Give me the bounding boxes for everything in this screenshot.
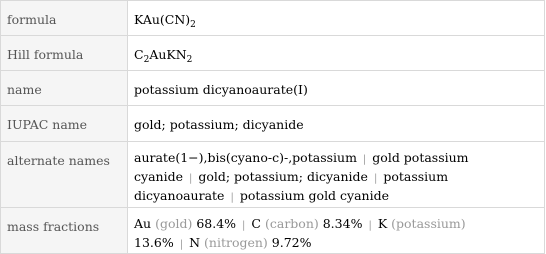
row-label-cell	[1, 106, 128, 142]
alternate-names-value: aurate(1−),bis(cyano-c)-,potassium | gold potassium cyanide | gold; potassium; dicyanide | potassium dicyanoaurate | potassium gold cyanide	[134, 150, 469, 203]
row-label-cell	[1, 208, 128, 254]
separator: |	[188, 173, 193, 184]
separator: |	[179, 239, 184, 250]
mass-percent: 68.4%	[196, 216, 237, 231]
hill-formula-subscript: 2	[143, 55, 150, 65]
alternate-name: potassium gold cyanide	[239, 188, 389, 203]
mass-percent: 13.6%	[134, 235, 174, 250]
element-name: (nitrogen)	[204, 235, 268, 250]
element-symbol: Au	[134, 216, 152, 231]
row-label-cell	[1, 142, 128, 208]
formula-value	[128, 1, 544, 28]
table-row-iupac-name	[1, 106, 545, 142]
alternate-name: aurate(1−),bis(cyano-c)-,potassium	[134, 150, 357, 165]
separator: |	[362, 154, 367, 165]
element-symbol: C	[251, 216, 261, 231]
iupac-name-value: gold; potassium; dicyanide	[134, 117, 304, 132]
separator: |	[230, 192, 234, 203]
formula-main: KAu(CN)	[134, 12, 191, 27]
element-name: (potassium)	[391, 216, 466, 231]
separator: |	[368, 220, 372, 231]
hill-formula-value	[128, 36, 544, 63]
name-value: potassium dicyanoaurate(I)	[134, 82, 308, 97]
row-value-cell	[128, 142, 545, 208]
mass-percent: 8.34%	[322, 216, 363, 231]
row-label-cell	[1, 1, 128, 36]
row-label: formula	[7, 12, 57, 27]
formula-subscript: 2	[190, 20, 196, 30]
table-row-mass-fractions	[1, 208, 545, 254]
hill-formula-subscript: 2	[186, 55, 193, 65]
element-symbol: K	[377, 216, 388, 231]
row-label-cell	[1, 36, 128, 71]
mass-percent: 9.72%	[271, 235, 312, 250]
row-value-cell	[128, 208, 545, 254]
row-value-cell	[128, 71, 545, 106]
hill-formula-part: AuKN	[149, 47, 187, 62]
row-value-cell	[128, 106, 545, 142]
table-row-formula	[1, 1, 545, 36]
row-label: Hill formula	[7, 47, 84, 62]
row-label: name	[7, 82, 42, 97]
element-name: (carbon)	[264, 216, 319, 231]
hill-formula-part: C	[134, 47, 144, 62]
element-symbol: N	[189, 235, 201, 250]
alternate-name: gold; potassium; dicyanide	[198, 169, 368, 184]
row-label: IUPAC name	[7, 117, 88, 132]
row-value-cell	[128, 1, 545, 36]
table-row-alternate-names	[1, 142, 545, 208]
mass-fractions-value	[128, 208, 544, 253]
row-label: mass fractions	[7, 219, 100, 234]
row-label: alternate names	[7, 153, 110, 168]
row-label-cell	[1, 71, 128, 106]
row-value-cell	[128, 36, 545, 71]
element-name: (gold)	[155, 216, 193, 231]
separator: |	[242, 220, 246, 231]
separator: |	[373, 173, 378, 184]
table-row-hill-formula	[1, 36, 545, 71]
table-row-name	[1, 71, 545, 106]
